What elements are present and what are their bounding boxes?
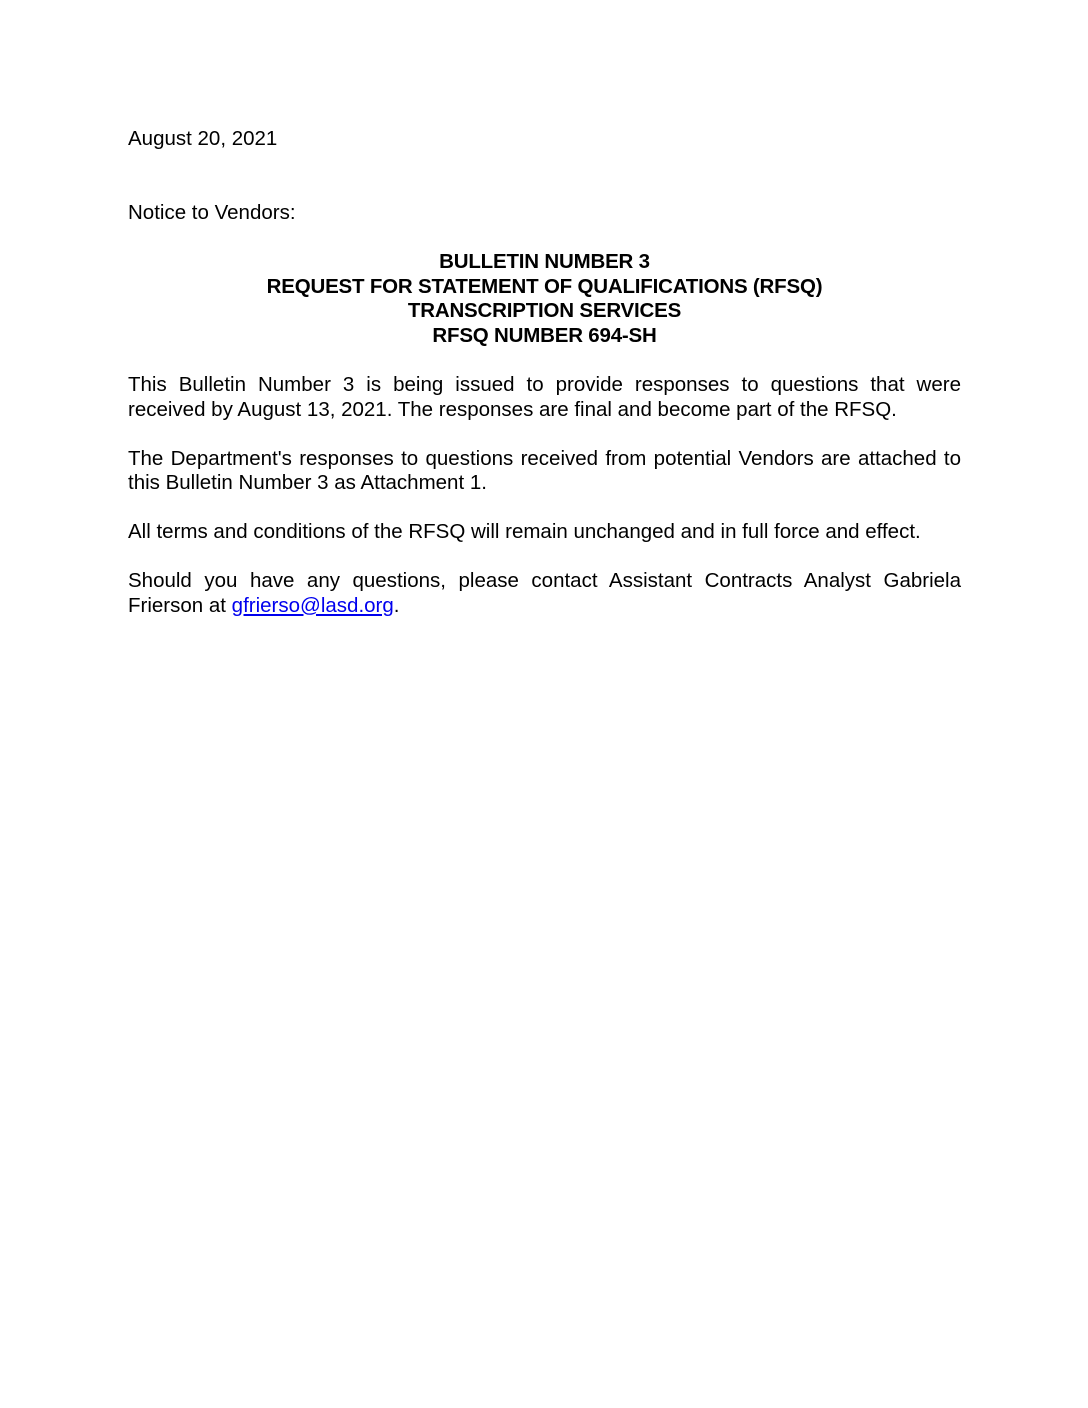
heading-bulletin-number: BULLETIN NUMBER 3 <box>439 250 650 273</box>
contact-text: Should you have any questions, please contact Assistant Contracts Analyst Gabriela Frierson at <box>128 569 961 617</box>
paragraph-terms: All terms and conditions of the RFSQ will remain unchanged and in full force and effect. <box>128 520 921 543</box>
paragraph-contact <box>128 569 961 618</box>
contact-email-link[interactable]: gfrierso@lasd.org <box>231 593 394 617</box>
document-body <box>128 127 961 618</box>
heading-request-title: REQUEST FOR STATEMENT OF QUALIFICATIONS (RFSQ) <box>266 274 823 298</box>
heading-rfsq-number: RFSQ NUMBER 694-SH <box>432 323 657 347</box>
bulletin-heading <box>128 250 961 348</box>
salutation: Notice to Vendors: <box>128 200 296 224</box>
letter-date: August 20, 2021 <box>128 127 278 150</box>
heading-service-name: TRANSCRIPTION SERVICES <box>407 299 682 322</box>
paragraph-attachment: The Department's responses to questions received from potential Vendors are attached to this Bulletin Number 3 as Attachment 1. <box>128 446 961 494</box>
paragraph-issuance: This Bulletin Number 3 is being issued to provide responses to questions that were received by August 13, 2021. The responses are final and become part of the RFSQ. <box>128 373 961 421</box>
contact-period: . <box>393 593 400 617</box>
